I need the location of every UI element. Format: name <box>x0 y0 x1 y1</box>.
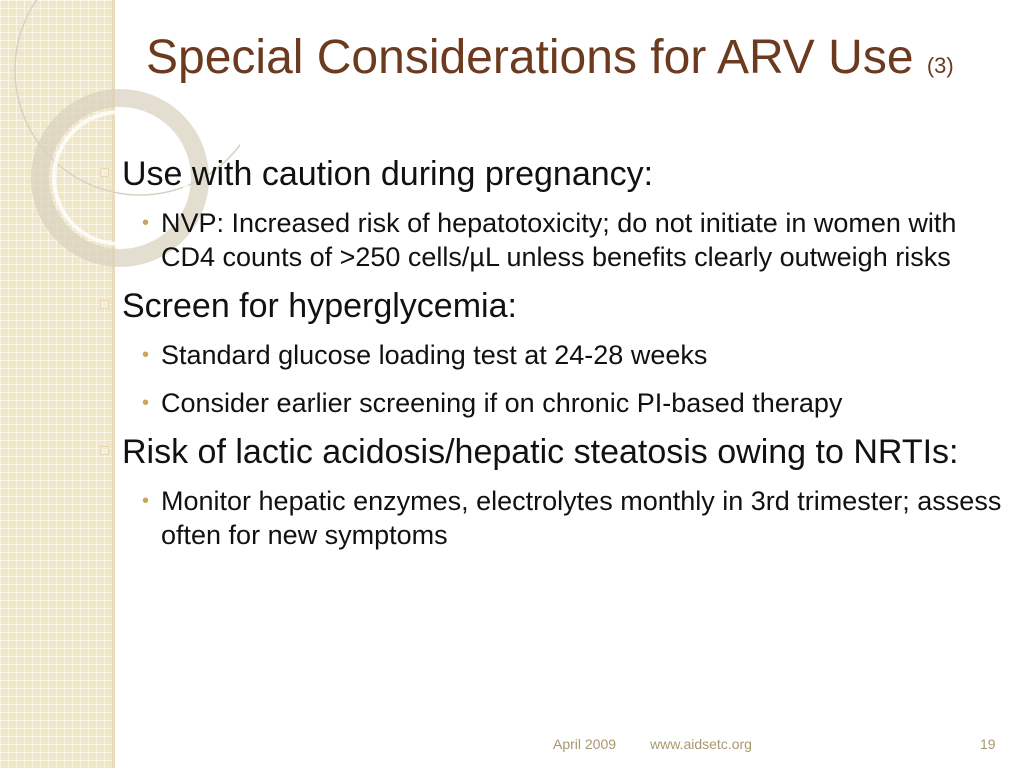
sub-bullet-monitor-enzymes <box>100 484 1015 552</box>
dot-bullet-icon: • <box>142 212 150 234</box>
bullet-lactic-acidosis <box>100 434 1015 470</box>
square-bullet-icon <box>100 446 109 455</box>
bullet-text: Risk of lactic acidosis/hepatic steatosis owing to NRTIs: <box>122 433 959 471</box>
sub-bullet-text: Monitor hepatic enzymes, electrolytes monthly in 3rd trimester; assess often for new symptoms <box>161 486 1002 550</box>
sub-bullet-text: Consider earlier screening if on chronic PI-based therapy <box>161 388 843 418</box>
footer-date: April 2009 <box>553 736 617 752</box>
bullet-pregnancy <box>100 156 1015 192</box>
sub-bullet-early-screening <box>100 386 1015 420</box>
slide-title-main: Special Considerations for ARV Use <box>146 31 914 84</box>
slide-title <box>146 32 986 92</box>
bullet-text: Screen for hyperglycemia: <box>122 287 517 325</box>
dot-bullet-icon: • <box>142 392 150 414</box>
decorative-sidebar <box>0 0 112 768</box>
slide-title-suffix: (3) <box>926 53 954 78</box>
footer-page-number: 19 <box>980 736 996 752</box>
dot-bullet-icon: • <box>142 490 150 512</box>
sub-bullet-nvp <box>100 206 1015 274</box>
bullet-hyperglycemia <box>100 288 1015 324</box>
square-bullet-icon <box>100 168 109 177</box>
square-bullet-icon <box>100 300 109 309</box>
sub-bullet-glucose-test <box>100 338 1015 372</box>
footer-website: www.aidsetc.org <box>650 736 752 752</box>
sub-bullet-text: NVP: Increased risk of hepatotoxicity; do not initiate in women with CD4 counts of >250 cells/µL unless benefits clearly outweigh risks <box>161 208 957 272</box>
bullet-text: Use with caution during pregnancy: <box>122 155 654 193</box>
dot-bullet-icon: • <box>142 344 150 366</box>
slide-content <box>100 156 1015 566</box>
sub-bullet-text: Standard glucose loading test at 24-28 weeks <box>161 340 708 370</box>
